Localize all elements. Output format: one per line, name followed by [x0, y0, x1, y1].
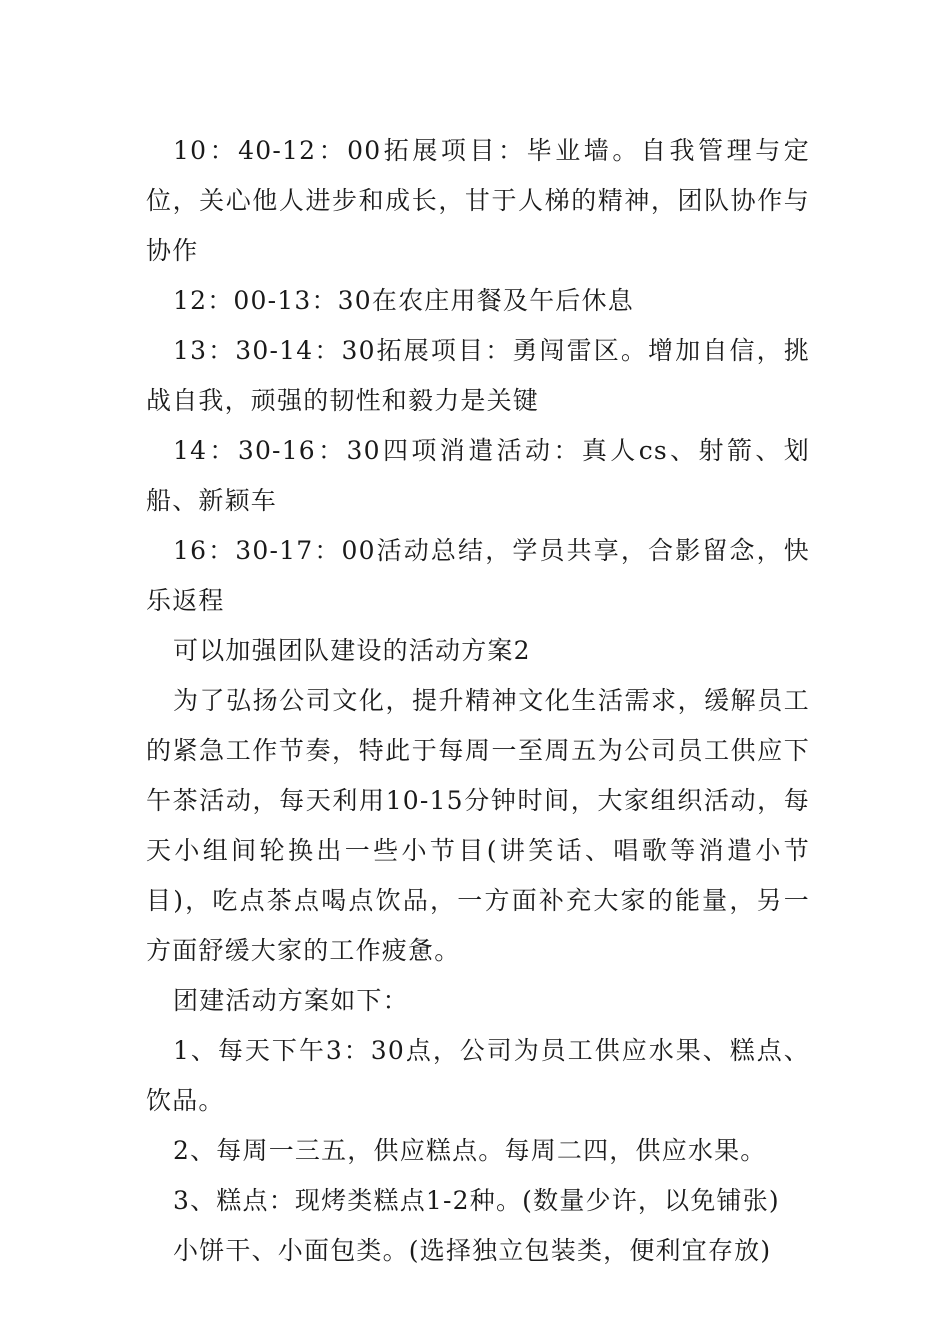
paragraph-schedule-1430: 14：30-16：30四项消遣活动：真人cs、射箭、划船、新颖车 [146, 436, 810, 515]
paragraph-schedule-1200: 12：00-13：30在农庄用餐及午后休息 [173, 286, 634, 315]
list-item-2: 2、每周一三五，供应糕点。每周二四，供应水果。 [173, 1136, 767, 1165]
paragraph-plan-heading: 团建活动方案如下： [173, 986, 409, 1015]
section-heading-plan-2: 可以加强团队建设的活动方案2 [173, 636, 531, 665]
paragraph-intro: 为了弘扬公司文化，提升精神文化生活需求，缓解员工的紧急工作节奏，特此于每周一至周五为公司员工供应下午茶活动，每天利用10-15分钟时间，大家组织活动，每天小组间轮换出一些小节目(讲笑话、唱歌等消遣小节目)，吃点茶点喝点饮品，一方面补充大家的能量，另一方面舒缓大家的工作疲惫。 [146, 686, 810, 965]
list-item-3-continued: 小饼干、小面包类。(选择独立包装类，便利宜存放) [173, 1236, 772, 1265]
paragraph-schedule-1330: 13：30-14：30拓展项目：勇闯雷区。增加自信，挑战自我，顽强的韧性和毅力是关键 [146, 336, 810, 415]
document-body [146, 126, 810, 1276]
list-item-3: 3、糕点：现烤类糕点1-2种。(数量少许，以免铺张) [173, 1186, 780, 1215]
list-item-1: 1、每天下午3：30点，公司为员工供应水果、糕点、饮品。 [146, 1036, 810, 1115]
paragraph-schedule-1630: 16：30-17：00活动总结，学员共享，合影留念，快乐返程 [146, 536, 810, 615]
paragraph-schedule-1040: 10：40-12：00拓展项目：毕业墙。自我管理与定位，关心他人进步和成长，甘于人梯的精神，团队协作与协作 [146, 136, 810, 265]
